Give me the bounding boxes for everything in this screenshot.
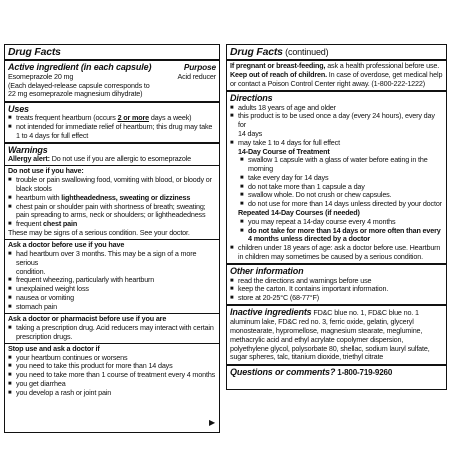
active-ingredient-heading: Active ingredient (in each capsule) [8,62,152,73]
list-item: ■ you may repeat a 14-day course every 4 months [230,218,443,227]
drug-facts-title: Drug Facts [8,47,61,58]
list-item: ■ chest pain or shoulder pain with shortness of breath; sweating; pain spreading to arms, neck or shoulders; or lightheadedness [8,203,216,221]
list-item: ■ take every day for 14 days [230,174,443,183]
list-item: ■ adults 18 years of age and older [230,104,443,113]
list-item: ■ swallow 1 capsule with a glass of water before eating in the morning [230,156,443,174]
list-item: ■ heartburn with lightheadedness, sweating or dizziness [8,194,216,203]
drug-facts-panel-right [226,44,447,390]
list-item: ■ frequent wheezing, particularly with heartburn [8,276,216,285]
list-item: ■ your heartburn continues or worsens [8,354,216,363]
list-item: ■ you need to take more than 1 course of treatment every 4 months [8,371,216,380]
pregnancy-section: If pregnant or breast-feeding, ask a health professional before use. Keep out of reach of children. In case of overdose, get medical help or contact a Poison Control Center right away. (1-800-222-1222) [227,59,446,90]
do-not-use-section [5,165,219,239]
questions-phone: 1-800-719-9260 [335,367,393,377]
questions-heading: Questions or comments? [230,366,336,377]
list-item: ■ do not use for more than 14 days unless directed by your doctor [230,200,443,209]
uses-section [5,101,219,142]
uses-heading: Uses [8,103,29,114]
ingredient-note-line: (Each delayed-release capsule corresponds to [8,80,150,90]
stop-use-section [5,343,219,399]
list-item: ■ read the directions and warnings before use [230,277,443,286]
list-item: ■ unexplained weight loss [8,285,216,294]
questions-section [227,364,446,379]
list-item: ■ you get diarrhea [8,380,216,389]
inactive-ingredients-section: Inactive ingredients FD&C blue no. 1, FD&C blue no. 1 aluminum lake, FD&C red no. 3, ferric oxide, gelatin, glyceryl monostearate, hypromellose, magnesium stearate, meglumine, methacrylic acid and ethyl acrylate copolymer dispersion, polyethylene glycol, polysorbate 80, shellac, sodium lauryl sulfate, sugar spheres, talc, titanium dioxide, triethyl citrate [227,304,446,363]
allergy-alert: Allergy alert: Do not use if you are allergic to esomeprazole [8,154,192,164]
list-item: ■ you need to take this product for more than 14 days [8,362,216,371]
list-item: ■ had heartburn over 3 months. This may be a sign of a more serious condition. [8,250,216,276]
list-item: ■ this product is to be used once a day (every 24 hours), every day for 14 days [230,112,443,138]
list-item: ■ frequent chest pain [8,220,216,229]
ask-doctor-heading: Ask a doctor before use if you have [8,240,125,250]
course-title: 14-Day Course of Treatment [238,146,330,156]
ingredient-note-line: 22 mg esomeprazole magnesium dihydrate) [8,89,143,99]
list-item: ■ stomach pain [8,303,216,312]
do-not-use-heading: Do not use if you have: [8,166,84,176]
list-item: ■ swallow whole. Do not crush or chew capsules. [230,191,443,200]
list-item: ■ do not take more than 1 capsule a day [230,183,443,192]
list-item: ■ not intended for immediate relief of heartburn; this drug may take 1 to 4 days for full effect [8,123,216,141]
list-item: ■ nausea or vomiting [8,294,216,303]
drug-facts-continued-title: Drug Facts (continued) [230,47,329,58]
list-item: ■ you develop a rash or joint pain [8,389,216,398]
other-information-section [227,263,446,304]
list-item: ■ keep the carton. It contains important information. [230,285,443,294]
purpose-value: Acid reducer [177,71,216,81]
ask-doctor-section [5,239,219,313]
ask-pharmacist-section [5,313,219,343]
purpose-heading: Purpose [183,62,216,73]
ask-pharmacist-heading: Ask a doctor or pharmacist before use if you are [8,313,167,323]
list-item: ■ treats frequent heartburn (occurs 2 or more days a week) [8,114,216,123]
warnings-heading: Warnings [8,144,48,155]
list-item: ■ do not take for more than 14 days or more often than every 4 months unless directed by a doctor [230,227,443,245]
list-item: ■ trouble or pain swallowing food, vomiting with blood, or bloody or black stools [8,176,216,194]
warnings-section [5,142,219,166]
continue-arrow-icon: ▶ [208,418,215,428]
directions-section [227,90,446,263]
list-item: ■ may take 1 to 4 days for full effect [230,139,443,148]
other-information-heading: Other information [230,266,304,277]
list-item: ■ children under 18 years of age: ask a doctor before use. Heartburn in children may sometimes be caused by a serious condition. [230,244,443,262]
stop-use-heading: Stop use and ask a doctor if [8,343,100,353]
active-ingredient-section [5,59,219,100]
repeat-course-title: Repeated 14-Day Courses (if needed) [238,208,360,217]
drug-facts-panel-left [4,44,220,433]
list-item: ■ taking a prescription drug. Acid reducers may interact with certain prescription drugs. [8,324,216,342]
inactive-ingredients-heading: Inactive ingredients [230,307,312,318]
ingredient-name: Esomeprazole 20 mg [8,71,74,81]
directions-heading: Directions [230,93,273,104]
list-item: ■ store at 20-25°C (68-77°F) [230,294,443,303]
do-not-use-note: These may be signs of a serious condition. See your doctor. [8,227,190,237]
